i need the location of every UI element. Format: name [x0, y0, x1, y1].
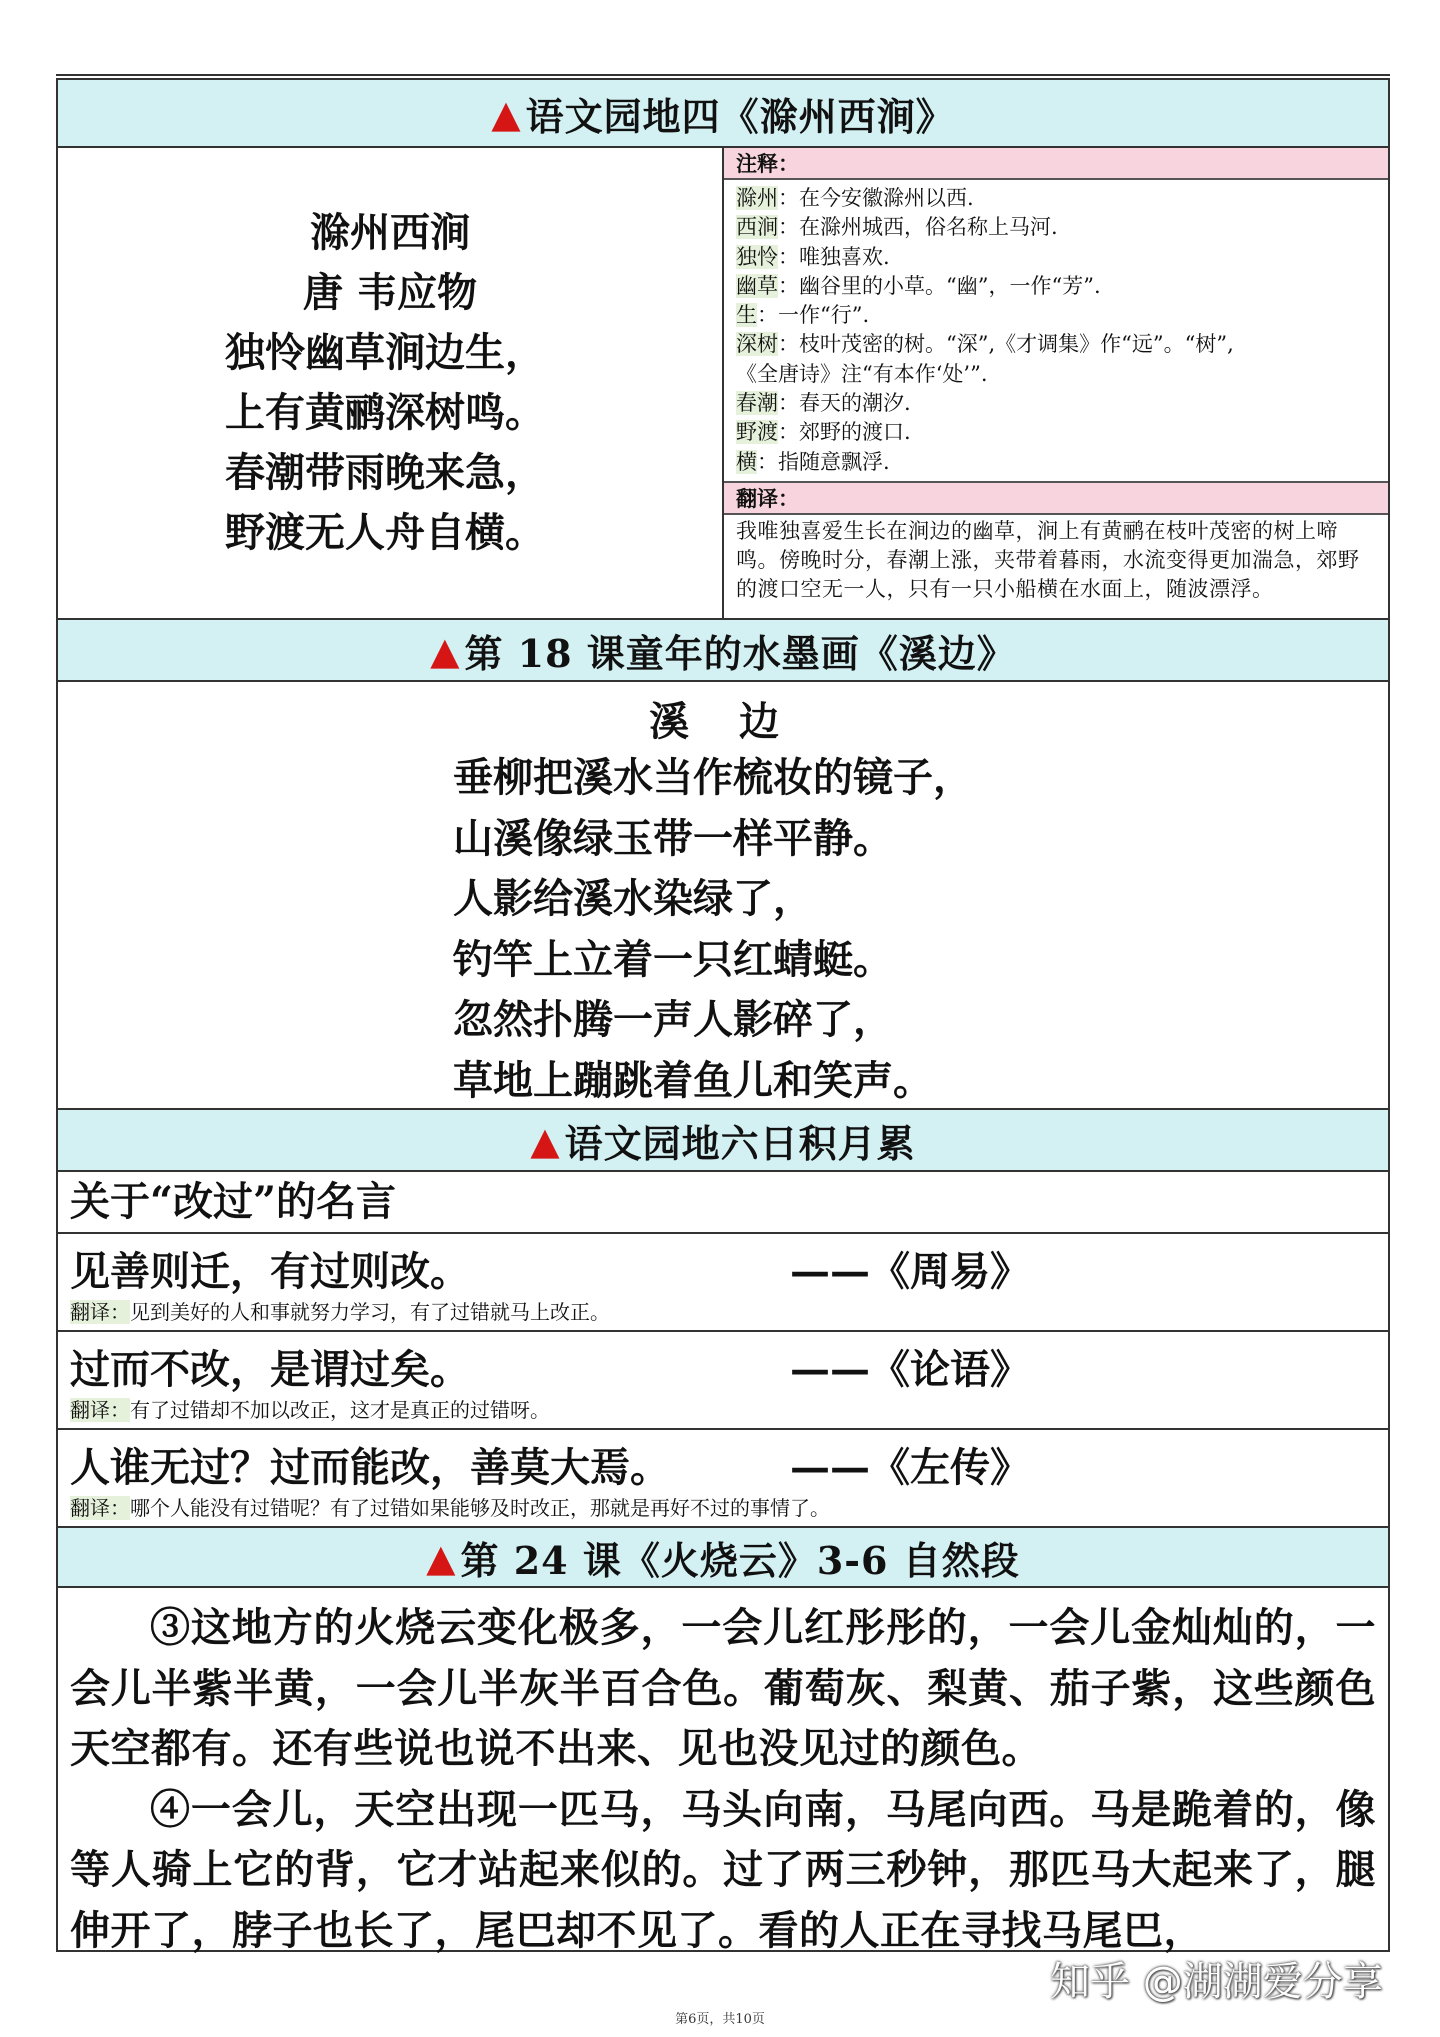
red-triangle-icon: ▲	[530, 1117, 561, 1163]
poem-line: 草地上蹦跳着鱼儿和笑声。	[453, 1056, 933, 1104]
section-title: 第 18 课童年的水墨画《溪边》	[464, 630, 1016, 676]
section-title: 第 24 课《火烧云》3-6 自然段	[460, 1537, 1020, 1583]
quote-item	[58, 1234, 1388, 1332]
note-item: 深树：枝叶茂密的树。“深”,《才调集》作“远”。“树”,	[736, 332, 1234, 357]
quote-translation: 翻译：哪个人能没有过错呢？有了过错如果能够及时改正，那就是再好不过的事情了。	[70, 1496, 830, 1520]
quote-text: 过而不改，是谓过矣。	[70, 1346, 470, 1393]
section-title: 语文园地四《滁州西涧》	[525, 93, 955, 139]
quote-item	[58, 1332, 1388, 1430]
page-footer: 第6页，共10页	[675, 2012, 765, 2027]
poem-line: 独怜幽草涧边生，	[225, 329, 545, 376]
poem-line: 忽然扑腾一声人影碎了，	[453, 996, 893, 1043]
quote-source: ——《论语》	[790, 1346, 1030, 1393]
quote-translation: 翻译：有了过错却不加以改正，这才是真正的过错呀。	[70, 1398, 550, 1422]
top-rule	[56, 74, 1390, 76]
note-item: 生：一作“行”.	[736, 303, 870, 328]
poem-line: 上有黄鹂深树鸣。	[225, 389, 545, 436]
note-item: 横：指随意飘浮.	[736, 449, 890, 474]
note-item: 春潮：春天的潮汐.	[736, 391, 911, 416]
poem-line: 山溪像绿玉带一样平静。	[453, 814, 893, 862]
section-xibian-body	[58, 682, 1388, 1110]
note-item: 独怜：唯独喜欢.	[736, 244, 890, 269]
paragraph: ③这地方的火烧云变化极多，一会儿红彤彤的，一会儿金灿灿的，一会儿半紫半黄，一会儿半灰半百合色。葡萄灰、梨黄、茄子紫，这些颜色天空都有。还有些说也说不出来、见也没见过的颜色。	[70, 1604, 1376, 1772]
translation-label: 翻译：	[724, 483, 1388, 515]
section-header-huoshaoyun	[58, 1528, 1388, 1588]
red-triangle-icon: ▲	[426, 1534, 457, 1580]
section-header-xibian	[58, 620, 1388, 682]
section-huoshaoyun-body	[58, 1588, 1388, 1954]
section-header-chuzhou	[58, 80, 1388, 148]
note-item: 野渡：郊野的渡口.	[736, 420, 911, 445]
quote-translation: 翻译：见到美好的人和事就努力学习，有了过错就马上改正。	[70, 1300, 610, 1324]
quote-source: ——《左传》	[790, 1444, 1030, 1491]
red-triangle-icon: ▲	[491, 90, 522, 136]
poem-line: 春潮带雨晚来急，	[225, 449, 545, 496]
notes-label: 注释：	[724, 148, 1388, 180]
poem-chuzhou	[58, 148, 724, 618]
quotes-subtitle: 关于“改过”的名言	[58, 1172, 1388, 1234]
quote-source: ——《周易》	[790, 1248, 1030, 1295]
quote-text: 人谁无过？过而能改，善莫大焉。	[70, 1444, 670, 1491]
section-title: 语文园地六日积月累	[564, 1120, 916, 1166]
red-triangle-icon: ▲	[430, 627, 461, 673]
poem-title: 滁州西涧	[310, 209, 470, 256]
paragraph: ④一会儿，天空出现一匹马，马头向南，马尾向西。马是跪着的，像等人骑上它的背，它才站起来似的。过了两三秒钟，那匹马大起来了，腿伸开了，脖子也长了，尾巴却不见了。看的人正在寻找马尾巴，	[70, 1785, 1376, 1954]
poem-lines	[453, 748, 973, 1111]
note-item: 滁州：在今安徽滁州以西.	[736, 186, 974, 210]
poem-author: 唐 韦应物	[303, 269, 477, 316]
note-item: 幽草：幽谷里的小草。“幽”，一作“芳”.	[736, 273, 1101, 298]
quote-text: 见善则迁，有过则改。	[70, 1248, 470, 1295]
poem-line: 钓竿上立着一只红蜻蜓。	[453, 935, 893, 983]
poem-title: 溪 边	[649, 698, 797, 745]
notes-panel	[724, 148, 1388, 618]
poem-line: 垂柳把溪水当作梳妆的镜子，	[453, 754, 973, 801]
note-item: 西涧：在滁州城西，俗名称上马河.	[736, 215, 1058, 240]
poem-line: 野渡无人舟自横。	[225, 509, 545, 556]
poem-line: 人影给溪水染绿了，	[453, 875, 813, 922]
translation-text: 我唯独喜爱生长在涧边的幽草，涧上有黄鹂在枝叶茂密的树上啼鸣。傍晚时分，春潮上涨，夹带着暮雨，水流变得更加湍急，郊野的渡口空无一人，只有一只小船横在水面上，随波漂浮。	[736, 518, 1360, 601]
section-header-rijiyuelei	[58, 1110, 1388, 1172]
notes-list	[724, 180, 1388, 483]
note-item: 《全唐诗》注“有本作‘处’”.	[736, 361, 988, 386]
zhihu-watermark: 知乎 @湖湖爱分享	[1050, 1959, 1383, 2005]
quote-item	[58, 1430, 1388, 1528]
worksheet	[56, 78, 1390, 1952]
section-chuzhou-body	[58, 148, 1388, 620]
